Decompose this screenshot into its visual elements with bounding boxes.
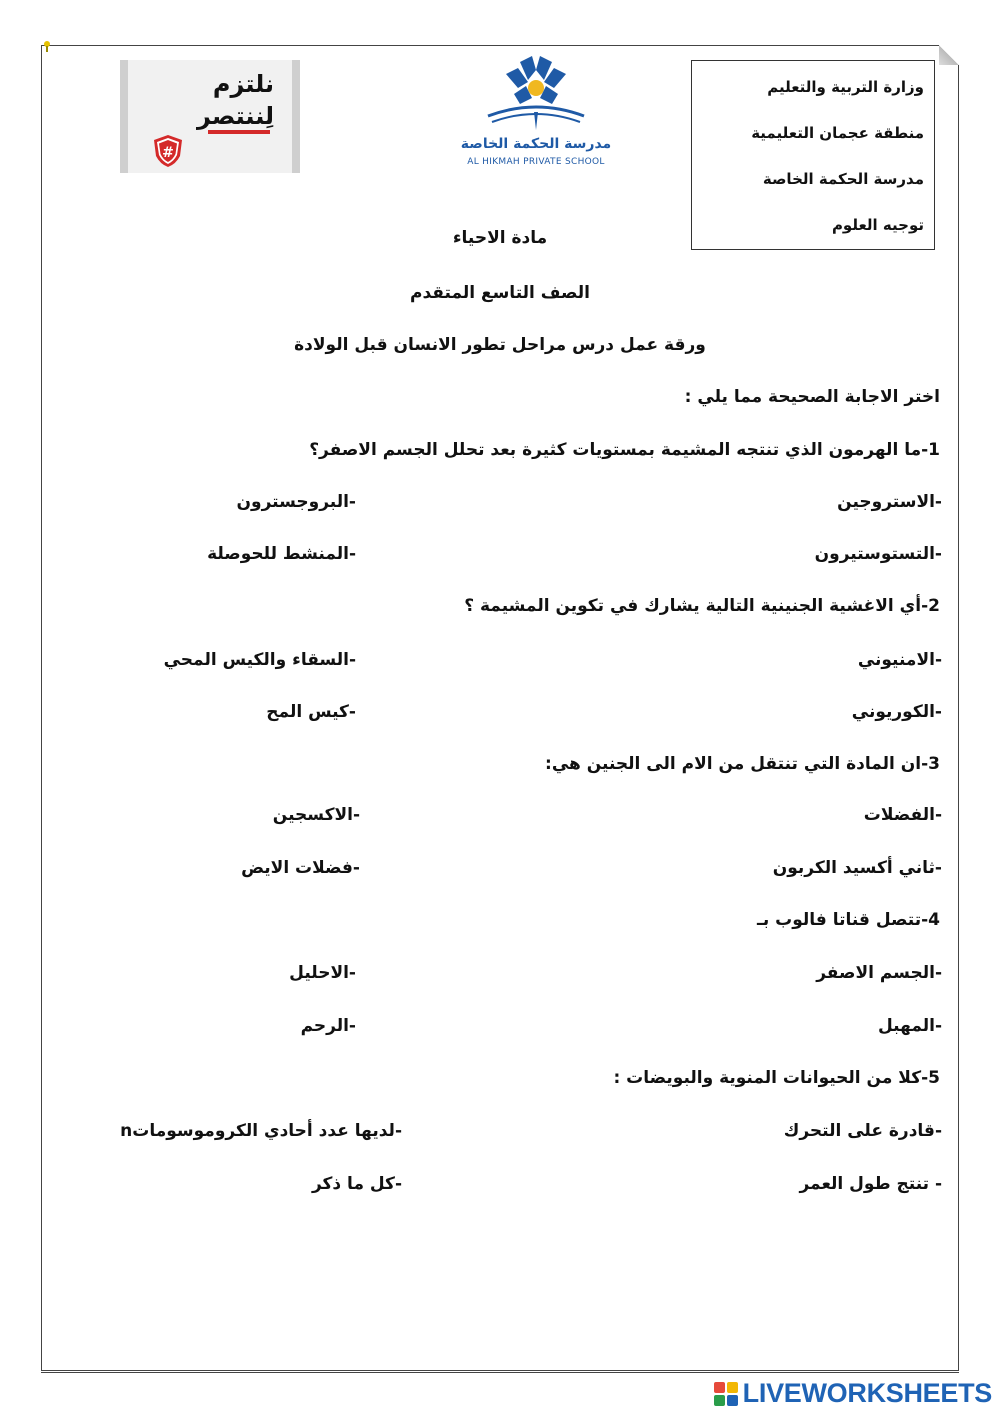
school-name-english: AL HIKMAH PRIVATE SCHOOL [467,157,605,167]
school-name-arabic: مدرسة الحكمة الخاصة [460,136,612,152]
school-emblem-icon [448,54,624,138]
q4-option-c[interactable]: -المهبل [878,1016,942,1036]
question-2: 2-أي الاغشية الجنينية التالية يشارك في تكوين المشيمة ؟ [464,596,940,616]
q1-option-b[interactable]: -البروجسترون [236,492,356,512]
school-line: مدرسة الحكمة الخاصة [762,170,924,188]
q3-option-c[interactable]: -ثاني أكسيد الكربون [772,858,942,878]
pin-icon [43,40,51,52]
liveworksheets-brand[interactable] [713,1378,992,1409]
badge-underline [208,130,270,134]
q4-option-d[interactable]: -الرحم [300,1016,356,1036]
q5-option-a[interactable]: -قادرة على التحرك [783,1121,942,1141]
campaign-badge [120,60,300,173]
q5-option-b[interactable]: -لديها عدد أحادي الكروموسوماتn [120,1121,402,1141]
question-5: 5-كلا من الحيوانات المنوية والبويضات : [613,1068,940,1088]
ministry-info-box [691,60,935,250]
department-line: توجيه العلوم [831,216,924,234]
footer-rule [41,1372,959,1373]
instruction-text: اختر الاجابة الصحيحة مما يلي : [684,387,940,407]
question-1: 1-ما الهرمون الذي تنتجه المشيمة بمستويات كثيرة بعد تحلل الجسم الاصفر؟ [309,440,940,460]
q2-option-a[interactable]: -الامنيوني [857,650,942,670]
q4-option-b[interactable]: -الاحليل [289,963,356,983]
q2-option-c[interactable]: -الكوريوني [851,702,942,722]
worksheet-title: ورقة عمل درس مراحل تطور الانسان قبل الولادة [294,335,706,355]
q1-option-a[interactable]: -الاستروجين [837,492,942,512]
ministry-line: وزارة التربية والتعليم [767,78,924,96]
q1-option-c[interactable]: -التستوستيرون [814,544,942,564]
liveworksheets-text: LIVEWORKSHEETS [742,1378,992,1408]
q3-option-b[interactable]: -الاكسجين [272,805,360,825]
q5-option-c[interactable]: - تنتج طول العمر [799,1174,942,1194]
subject-title: مادة الاحياء [452,228,548,248]
page-corner-fold [939,45,959,65]
school-logo [448,54,624,174]
q4-option-a[interactable]: -الجسم الاصفر [816,963,942,983]
grade-title: الصف التاسع المتقدم [410,283,590,303]
question-4: 4-تتصل قناتا فالوب بـ [757,910,940,930]
badge-line-1: نلتزم [212,70,274,98]
q3-option-a[interactable]: -الفضلات [863,805,942,825]
zone-line: منطقة عجمان التعليمية [751,124,924,142]
q2-option-d[interactable]: -كيس المح [266,702,356,722]
shield-icon [152,134,184,168]
question-3: 3-ان المادة التي تنتقل من الام الى الجنين هي: [545,754,940,774]
q1-option-d[interactable]: -المنشط للحوصلة [207,544,356,564]
badge-line-2: لِننتصر [197,102,274,130]
liveworksheets-logo-icon [713,1381,739,1407]
badge-symbol: # [162,145,174,161]
q3-option-d[interactable]: -فضلات الايض [241,858,360,878]
q2-option-b[interactable]: -السقاء والكيس المحي [163,650,356,670]
q5-option-d[interactable]: -كل ما ذكر [311,1174,402,1194]
